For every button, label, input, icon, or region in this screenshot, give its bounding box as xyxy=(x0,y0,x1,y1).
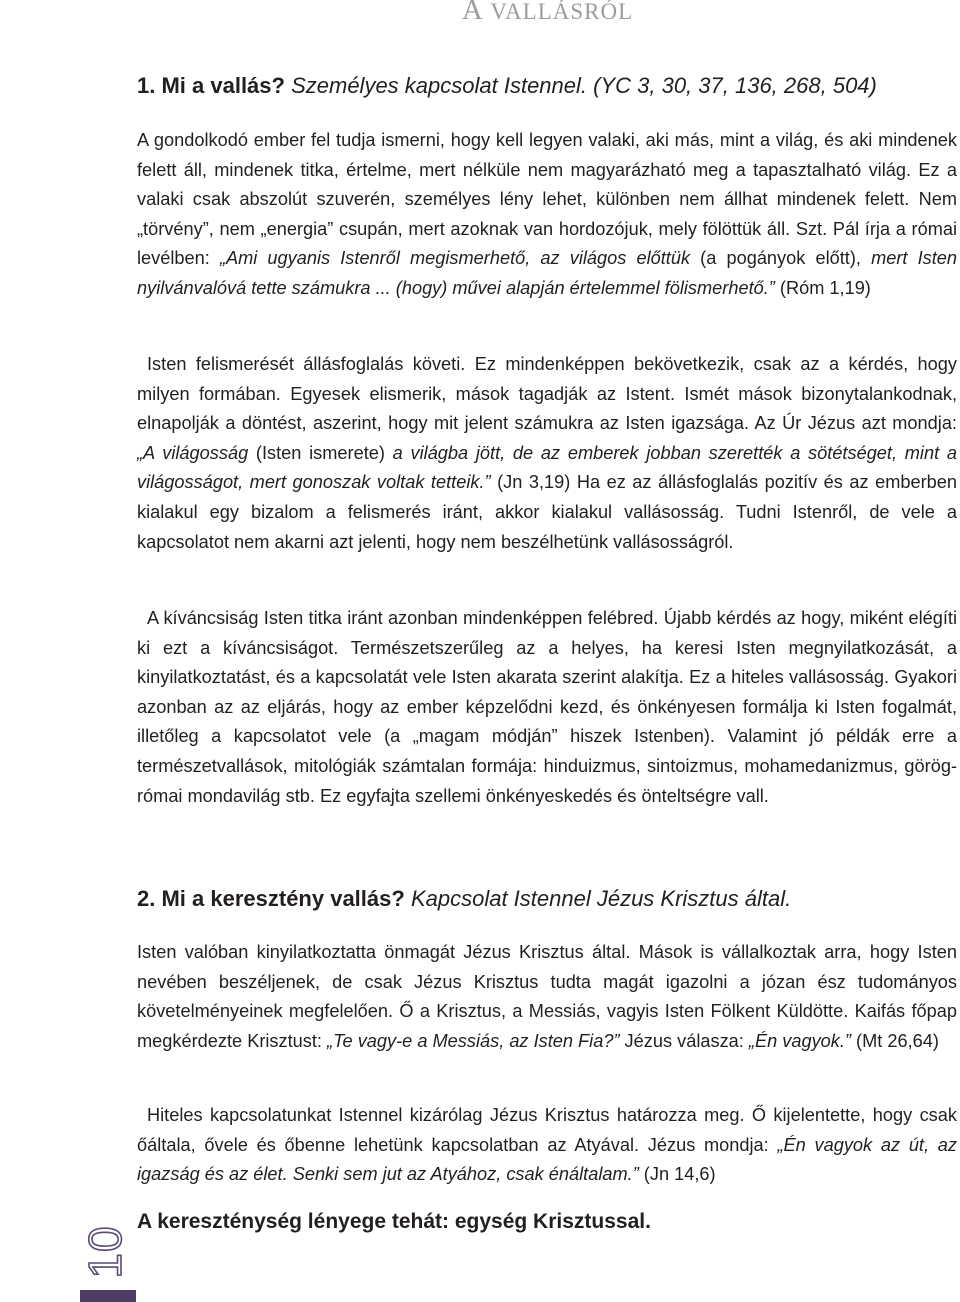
page-title-rest: VALLÁSRÓL xyxy=(490,0,634,24)
section-2-paragraph-1: Isten valóban kinyilatkoztatta önmagát Jézus Krisztus által. Mások is vállalkoztak arra, hogy Isten nevében beszéljenek, de csak Jézus Krisztus tudta magát igazolni a józan ész tudományos követelményeinek megfelelően. Ő a Krisztus, a Messiás, vagyis Isten Fölkent Küldötte. Kaifás főpap megkérdezte Krisztust: „Te vagy-e a Messiás, az Isten Fia?” Jézus válasza: „Én vagyok.” (Mt 26,64) xyxy=(137,942,957,1051)
section-1-paragraph-2: Isten felismerését állásfoglalás követi. Ez mindenképpen bekövetkezik, csak az a kérdés, hogy milyen formában. Egyesek elismerik, mások tagadják az Istent. Ismét mások bizonytalankodnak, elnapolják a döntést, aszerint, hogy mit jelent számukra az Isten igazsága. Az Úr Jézus azt mondja: „A világosság (Isten ismerete) a világba jött, de az emberek jobban szerették a sötétséget, mint a világosságot, mert gonoszak voltak tetteik.” (Jn 3,19) Ha ez az állásfoglalás pozitív és az emberben kialakul egy bizalom a felismerés iránt, akkor kialakul vallásosság. Tudni Istenről, de vele a kapcsolatot nem akarni azt jelenti, hogy nem beszélhetünk vallásosságról. xyxy=(137,354,958,552)
section-1-paragraph-1: A gondolkodó ember fel tudja ismerni, hogy kell legyen valaki, aki más, mint a világ, és aki mindenek felett áll, mindenek titka, értelme, mert nélküle nem magyarázható meg a tapasztalható világ. Ez a valaki csak abszolút szuverén, személyes lény lehet, különben nem állhat mindenek felett. Nem „törvény”, nem „energia” csupán, mert azoknak van hordozójuk, mely fölöttük áll. Szt. Pál írja a római levélben: „Ami ugyanis Istenről megismerhető, az világos előttük (a pogányok előtt), mert Isten nyilvánvalóvá tette számukra ... (hogy) művei alapján értelemmel fölismerhető.” (Róm 1,19) xyxy=(137,130,958,298)
section-2-heading xyxy=(137,884,957,914)
section-2-paragraph-2: Hiteles kapcsolatunkat Istennel kizárólag Jézus Krisztus határozza meg. Ő kijelentette, hogy csak őáltala, ővele és őbenne lehetünk kapcsolatban az Atyával. Jézus mondja: „Én vagyok az út, az igazság és az élet. Senki sem jut az Atyához, csak énáltalam.” (Jn 14,6) xyxy=(137,1105,957,1185)
page-title xyxy=(0,0,960,27)
section-1-heading-bold: 1. Mi a vallás? xyxy=(137,73,285,98)
footer-accent-bar xyxy=(80,1290,136,1302)
section-1-heading xyxy=(137,71,957,101)
section-2-heading-italic: Kapcsolat Istennel Jézus Krisztus által. xyxy=(404,886,792,911)
conclusion-heading: A kereszténység lényege tehát: egység Krisztussal. xyxy=(137,1210,651,1233)
section-2-heading-bold: 2. Mi a keresztény vallás? xyxy=(137,886,405,911)
section-1-paragraph-3: A kíváncsiság Isten titka iránt azonban mindenképpen felébred. Újabb kérdés az hogy, miként elégíti ki ezt a kíváncsiságot. Természetszerűleg az a helyes, ha keresi Isten megnyilatkozását, a kinyilatkoztatást, és a kapcsolatát vele Isten akarata szerint alakítja. Ez a hiteles vallásosság. Gyakori azonban az az eljárás, hogy az ember képzelődni kezd, és önkényesen formálja ki Isten fogalmát, illetőleg a kapcsolatot vele (a „magam módján” hiszek Istenben). Valamint jó példák erre a természetvallások, mitológiák számtalan formája: hinduizmus, sintoizmus, mohamedanizmus, görög-római mondavilág stb. Ez egyfajta szellemi önkényeskedés és önteltségre vall. xyxy=(137,608,957,806)
section-1-heading-italic: Személyes kapcsolat Istennel. (YC 3, 30, 37, 136, 268, 504) xyxy=(284,73,877,98)
page-title-initial: A xyxy=(461,0,491,26)
page-number: 10 xyxy=(79,1225,131,1279)
